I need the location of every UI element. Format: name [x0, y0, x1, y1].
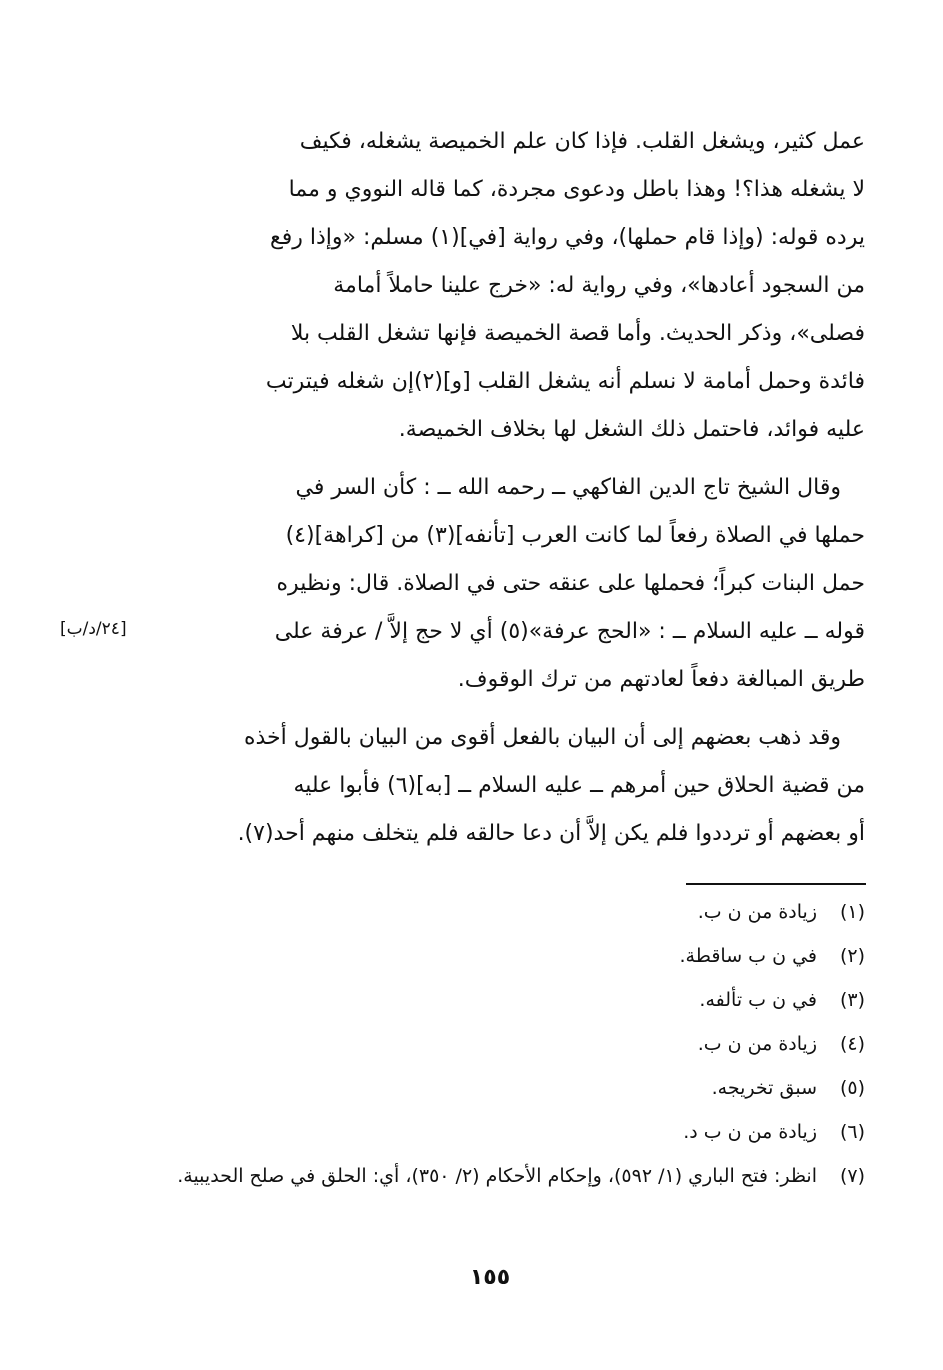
footnote-item	[150, 890, 865, 934]
text-line: فائدة وحمل أمامة لا نسلم أنه يشغل القلب [و](٢)إن شغله فيترتب	[265, 369, 865, 394]
footnote-item	[150, 1154, 865, 1198]
footnote-number: (٧)	[839, 1165, 865, 1187]
text-line: أو بعضهم أو ترددوا فلم يكن إلاَّ أن دعا حالقه فلم يتخلف منهم أحد(٧).	[237, 821, 865, 846]
paragraph-3	[150, 714, 865, 858]
footnote-number: (٥)	[839, 1077, 865, 1099]
text-line: وقال الشيخ تاج الدين الفاكهي ــ رحمه الله ــ : كأن السر في	[295, 475, 841, 500]
footnote-number: (٢)	[839, 945, 865, 967]
paragraph-1	[150, 118, 865, 454]
footnote-text: زيادة من ن ب.	[697, 901, 817, 923]
footnote-text: سبق تخريجه.	[711, 1077, 817, 1099]
text-line: لا يشغله هذا؟! وهذا باطل ودعوى مجردة، كما قاله النووي و مما	[288, 177, 865, 202]
text-line: حمل البنات كبراً؛ فحملها على عنقه حتى في الصلاة. قال: ونظيره	[276, 571, 865, 596]
footnote-item	[150, 1110, 865, 1154]
footnote-number: (١)	[839, 901, 865, 923]
text-line: حملها في الصلاة رفعاً لما كانت العرب [تأنفه](٣) من [كراهة](٤)	[285, 523, 865, 548]
page-number: ١٥٥	[469, 1265, 511, 1290]
footnote-text: انظر: فتح الباري (١/ ٥٩٢)، وإحكام الأحكام (٢/ ٣٥٠)، أي: الحلق في صلح الحديبية.	[177, 1165, 817, 1187]
text-line: قوله ــ عليه السلام ــ : «الحج عرفة»(٥) أي لا حج إلاَّ / عرفة على	[274, 619, 865, 644]
footnote-item	[150, 1066, 865, 1110]
footnote-text: في ن ب ساقطة.	[679, 945, 817, 967]
footnote-number: (٤)	[839, 1033, 865, 1055]
text-line: فصلى»، وذكر الحديث. وأما قصة الخميصة فإنها تشغل القلب بلا	[290, 321, 865, 346]
text-line: من السجود أعادها»، وفي رواية له: «خرج علينا حاملاً أمامة	[333, 273, 865, 298]
footnote-number: (٦)	[839, 1121, 865, 1143]
text-line: من قضية الحلاق حين أمرهم ــ عليه السلام ــ [به](٦) فأبوا عليه	[293, 773, 865, 798]
footnote-text: زيادة من ن ب.	[697, 1033, 817, 1055]
text-line: يرده قوله: (وإذا قام حملها)، وفي رواية [في](١) مسلم: «وإذا رفع	[270, 225, 865, 250]
manuscript-folio-reference: [٢٤/د/ب]	[60, 619, 127, 639]
footnote-separator	[686, 883, 866, 885]
text-line: وقد ذهب بعضهم إلى أن البيان بالفعل أقوى من البيان بالقول أخذه	[243, 725, 841, 750]
footnote-item	[150, 1022, 865, 1066]
text-line: عمل كثير، ويشغل القلب. فإذا كان علم الخميصة يشغله، فكيف	[299, 129, 865, 154]
footnote-item	[150, 934, 865, 978]
footnote-number: (٣)	[839, 989, 865, 1011]
text-line: طريق المبالغة دفعاً لعادتهم من ترك الوقوف.	[457, 667, 865, 692]
footnote-item	[150, 978, 865, 1022]
footnote-text: في ن ب تألفه.	[699, 989, 817, 1011]
paragraph-2	[150, 464, 865, 704]
text-line: عليه فوائد، فاحتمل ذلك الشغل لها بخلاف الخميصة.	[398, 417, 865, 442]
footnote-text: زيادة من ن ب د.	[683, 1121, 817, 1143]
footnotes	[150, 890, 865, 1198]
